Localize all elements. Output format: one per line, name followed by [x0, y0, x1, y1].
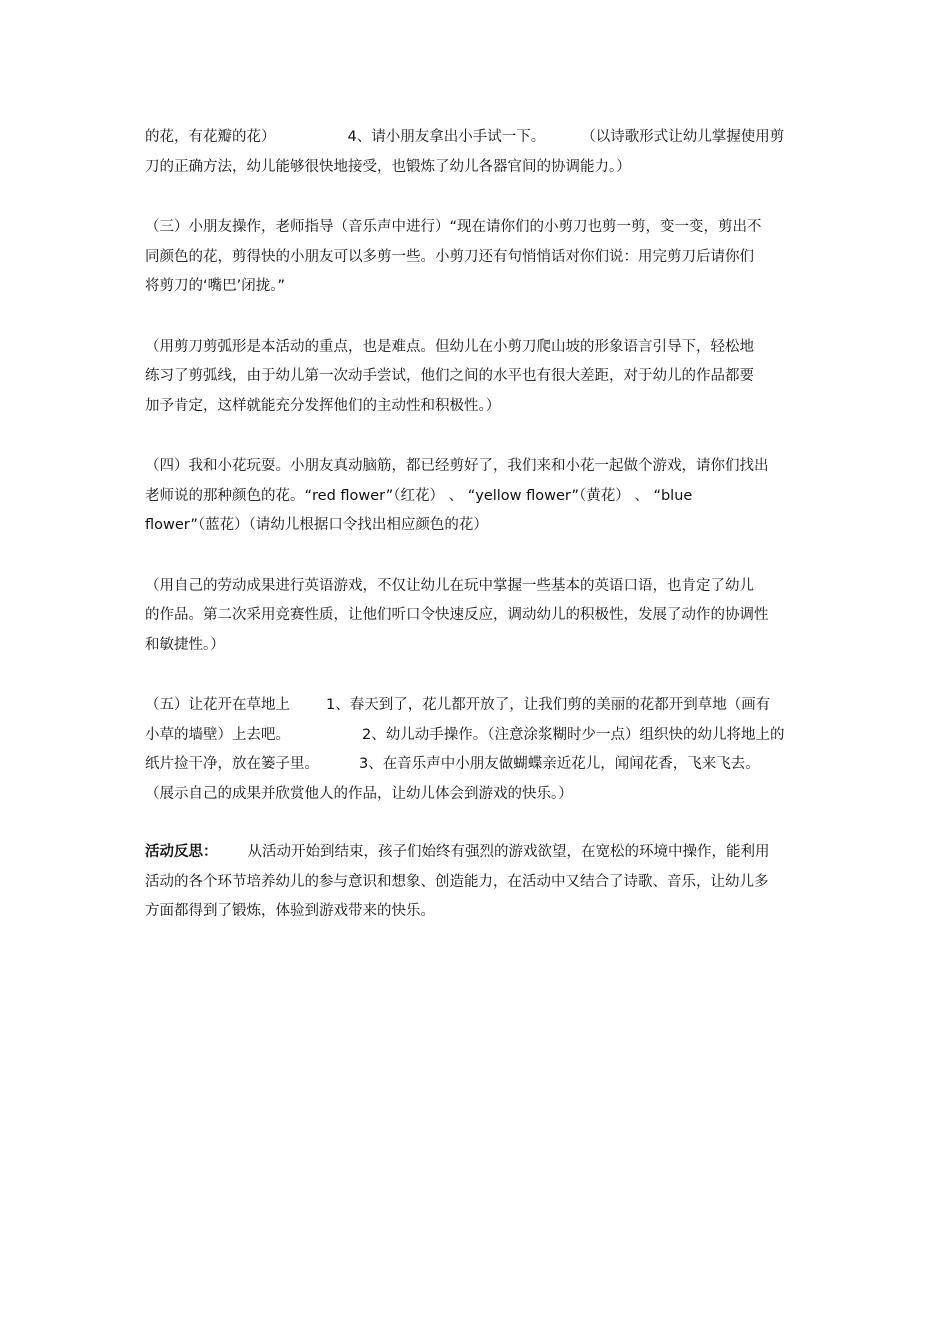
text-line: 练习了剪弧线，由于幼儿第一次动手尝试，他们之间的水平也有很大差距，对于幼儿的作品都要 [145, 368, 754, 384]
paragraph-section-3 [145, 213, 810, 302]
text-line: （用剪刀剪弧形是本活动的重点，也是难点。但幼儿在小剪刀爬山坡的形象语言引导下，轻松地 [145, 338, 754, 355]
text-line: （三）小朋友操作，老师指导（音乐声中进行）“现在请你们的小剪刀也剪一剪，变一变，剪出不 [145, 219, 762, 235]
text-line: （四）我和小花玩耍。小朋友真动脑筋，都已经剪好了，我们来和小花一起做个游戏，请你们找出 [145, 458, 769, 474]
text-line: 同颜色的花，剪得快的小朋友可以多剪一些。小剪刀还有句悄悄话对你们说：用完剪刀后请你们 [145, 248, 754, 265]
text-line: 老师说的那种颜色的花。“red flower”（红花） 、 “yellow flower”（黄花） 、 “blue [145, 487, 693, 504]
paragraph-note-4 [145, 572, 810, 661]
paragraph-section-4 [145, 452, 810, 541]
text-line: 的花，有花瓣的花） 4、请小朋友拿出小手试一下。 （以诗歌形式让幼儿掌握使用剪 [145, 129, 785, 145]
text-line: 刀的正确方法，幼儿能够很快地接受，也锻炼了幼儿各器官间的协调能力。） [145, 158, 631, 175]
paragraph-step-4 [145, 123, 810, 182]
text-line: （展示自己的成果并欣赏他人的作品，让幼儿体会到游戏的快乐。） [145, 785, 573, 802]
text-line: 的作品。第二次采用竞赛性质，让他们听口令快速反应，调动幼儿的积极性，发展了动作的协调性 [145, 607, 769, 623]
paragraph-section-5 [145, 691, 810, 809]
text-line: 加予肯定，这样就能充分发挥他们的主动性和积极性。） [145, 397, 501, 414]
paragraph-reflection [145, 838, 810, 927]
text-line: 和敏捷性。） [145, 636, 225, 653]
text-line: 小草的墙壁）上去吧。 2、幼儿动手操作。（注意涂浆糊时少一点）组织快的幼儿将地上的 [145, 726, 785, 743]
text-line: （五）让花开在草地上 1、春天到了，花儿都开放了，让我们剪的美丽的花都开到草地（画有 [145, 697, 771, 713]
text-line: 将剪刀的‘嘴巴’闭拢。” [145, 278, 285, 294]
text-line: 活动反思： 从活动开始到结束，孩子们始终有强烈的游戏欲望，在宽松的环境中操作，能利用 [145, 844, 770, 860]
text-line: 纸片捡干净，放在篓子里。 3、在音乐声中小朋友做蝴蝶亲近花儿，闻闻花香，飞来飞去。 [145, 756, 760, 772]
text-line: （用自己的劳动成果进行英语游戏，不仅让幼儿在玩中掌握一些基本的英语口语，也肯定了幼儿 [145, 577, 754, 594]
paragraph-note-3 [145, 333, 810, 422]
text-line: 活动的各个环节培养幼儿的参与意识和想象、创造能力，在活动中又结合了诗歌、音乐，让幼儿多 [145, 873, 769, 890]
text-line: flower”（蓝花）（请幼儿根据口令找出相应颜色的花） [145, 517, 488, 533]
text-line: 方面都得到了锻炼，体验到游戏带来的快乐。 [145, 903, 435, 919]
document-page [145, 123, 810, 958]
reflection-label: 活动反思： [145, 844, 218, 860]
